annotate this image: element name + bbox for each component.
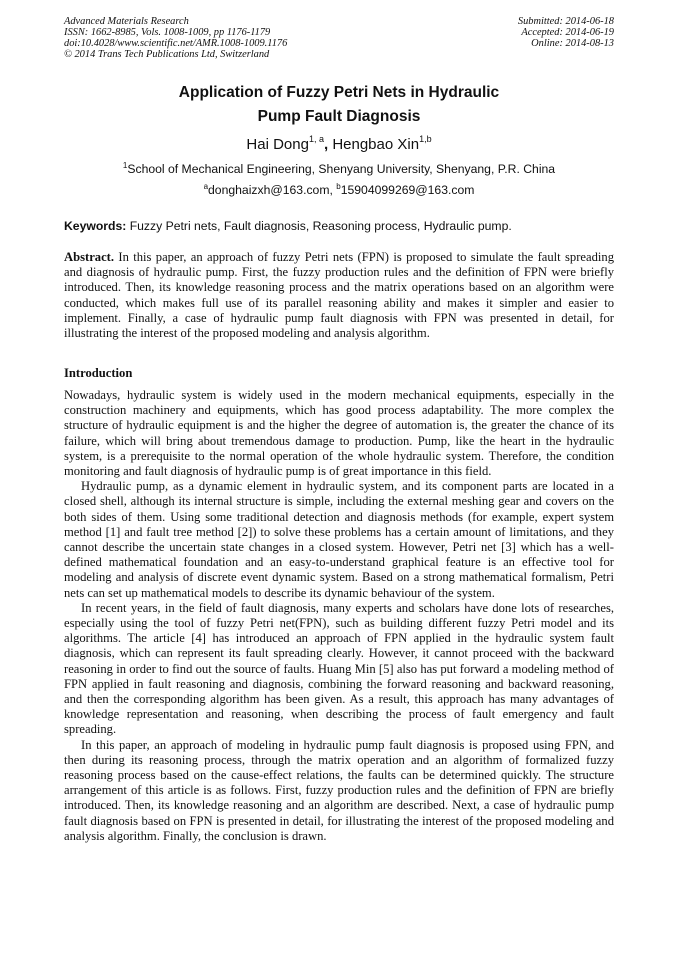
abstract: [64, 250, 614, 341]
paper-title: [64, 81, 614, 129]
intro-paragraph: Hydraulic pump, as a dynamic element in hydraulic system, and its component parts are located in a closed shell, although its internal structure is simple, including the external meshing gear and covers on the both sides of them. Using some traditional detection and diagnosis methods (for example, expert system method [1] and fault tree method [2]) to solve these problems has a certain amount of limitations, and they cannot describe the uncertain state changes in a closed system. However, Petri net [3] which has a well-defined mathematical foundation and an easy-to-understand graphical feature is an effective tool for modeling and analysis of discrete event dynamic system. Based on a strong mathematical formalism, Petri nets can set up mathematical models to describe its dynamic behaviour of the system.: [64, 479, 614, 600]
abstract-label: Abstract.: [64, 250, 115, 264]
title-line-1: Application of Fuzzy Petri Nets in Hydraulic: [178, 84, 500, 101]
keywords-text: Fuzzy Petri nets, Fault diagnosis, Reasoning process, Hydraulic pump.: [126, 219, 512, 233]
keywords-label: Keywords:: [64, 219, 127, 233]
intro-paragraph: In recent years, in the field of fault diagnosis, many experts and scholars have done lots of researches, especially using the tool of fuzzy Petri net(FPN), such as building different fuzzy Petri model and its algorithms. The article [4] has introduced an approach of FPN applied in the hydraulic system fault diagnosis, which can represent its fault spreading clearly. However, it cannot proceed with the backward reasoning in order to find out the source of faults. Huang Min [5] also has put forward a modeling method of FPN applied in fault reasoning and diagnosis, combining the forward reasoning and backward reasoning, and then the corresponding algorithm has been given. As a result, this approach has many advantages of knowledge representation and reasoning, when describing the process of fault emergency and fault spreading.: [64, 600, 614, 737]
doi-line: doi:10.4028/www.scientific.net/AMR.1008-1009.1176: [64, 38, 288, 49]
author-2-sup: 1,b: [419, 134, 432, 144]
author-2-name: Hengbao Xin: [328, 136, 420, 153]
copyright-line: © 2014 Trans Tech Publications Ltd, Switzerland: [64, 49, 270, 60]
intro-paragraph: Nowadays, hydraulic system is widely used in the modern mechanical equipments, especially in the construction machinery and equipments, which has good process adaptability. The more complex the structure of hydraulic equipment is and the higher the degree of automation is, the greater the chance of its failure, which will bring about tremendous damage to production. Pump, like the heart in the hydraulic system, is a prerequisite to the normal operation of the whole hydraulic system. Therefore, the condition monitoring and fault diagnosis of hydraulic pump is of great importance in this field.: [64, 388, 614, 479]
email-a-sup: a: [203, 182, 209, 191]
dates-header: [518, 16, 614, 49]
keywords: [64, 218, 614, 234]
affiliation-text: School of Mechanical Engineering, Shenyang University, Shenyang, P.R. China: [127, 162, 556, 176]
issn-line: ISSN: 1662-8985, Vols. 1008-1009, pp 1176-1179: [64, 27, 271, 38]
email-b[interactable]: 15904099269@163.com: [340, 183, 475, 197]
author-1-sup: 1, a: [308, 134, 324, 144]
submitted-date: Submitted: 2014-06-18: [517, 16, 614, 27]
email-b-sup: b: [336, 182, 341, 191]
affiliation: [64, 161, 614, 177]
author-emails: [64, 182, 614, 198]
author-1-name: Hai Dong: [246, 136, 309, 153]
introduction-body: [64, 388, 614, 844]
accepted-date: Accepted: 2014-06-19: [521, 27, 614, 38]
intro-paragraph: In this paper, an approach of modeling in hydraulic pump fault diagnosis is proposed using FPN, and then during its reasoning process, through the matrix operation and an algorithm of formalized fuzzy reasoning process based on the cause-effect relations, the faults can be determined quickly. The structure arrangement of this article is as follows. First, fuzzy production rules and the definition of FPN are briefly introduced. Then, its knowledge reasoning and an algorithm are described. Next, a case of hydraulic pump fault diagnosis based on FPN is presented in detail, for illustrating the interest of the proposed modeling and analysis algorithm. Finally, the conclusion is drawn.: [64, 737, 614, 843]
introduction-heading: Introduction: [64, 366, 133, 380]
title-line-2: Pump Fault Diagnosis: [257, 108, 421, 125]
journal-header: [64, 16, 287, 60]
affiliation-sup: 1: [122, 161, 128, 170]
author-line: [64, 135, 614, 155]
email-a[interactable]: donghaizxh@163.com,: [208, 183, 337, 197]
online-date: Online: 2014-08-13: [531, 38, 614, 49]
journal-name: Advanced Materials Research: [64, 16, 189, 27]
abstract-text: In this paper, an approach of fuzzy Petri nets (FPN) is proposed to simulate the fault spreading and diagnosis of hydraulic pump. First, the fuzzy production rules and the definition of FPN were briefly introduced. Then, its knowledge reasoning process and the matrix operations based on an algorithm were conducted, which makes full use of its parallel reasoning ability and makes it simpler and easier to implement. Finally, a case of hydraulic pump fault diagnosis with FPN was presented in detail, for illustrating the interest of the proposed modeling and analysis algorithm.: [64, 250, 614, 341]
author-separator: ,: [323, 136, 329, 153]
